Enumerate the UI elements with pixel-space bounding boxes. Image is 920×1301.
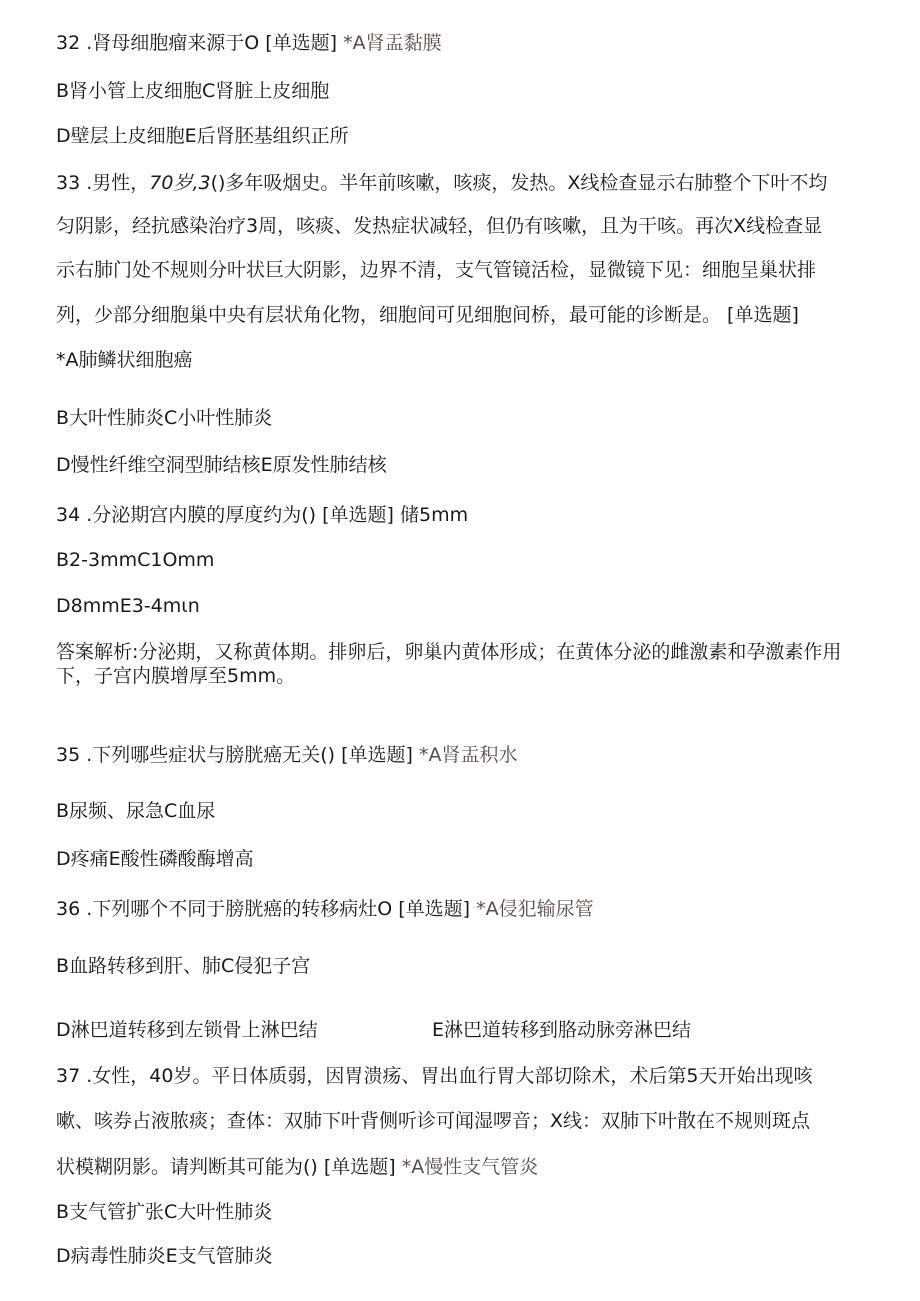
q34-options-bc: B2-3mmC1Omm	[56, 549, 215, 571]
q36-answer: *A侵犯输尿管	[476, 898, 594, 920]
q34-stem: 34 .分泌期宫内膜的厚度约为() [单选题] 储5mm	[56, 504, 469, 526]
q34-explanation: 答案解析:分泌期，又称黄体期。排卵后，卵巢内黄体形成；在黄体分泌的雌激素和孕激素作用下，子宫内膜增厚至5mm。	[56, 641, 842, 687]
q33-line-4: 列，少部分细胞巢中央有层状角化物，细胞间可见细胞间桥，最可能的诊断是。 [单选题]	[56, 304, 799, 326]
q36-option-d: D淋巴道转移到左锁骨上淋巴结	[56, 1019, 318, 1041]
q33-line-3: 示右肺门处不规则分叶状巨大阴影，边界不清，支气管镜活检，显微镜下见：细胞呈巢状排	[56, 259, 817, 281]
q36-stem: 36 .下列哪个不同于膀胱癌的转移病灶O [单选题]	[56, 898, 471, 920]
q37-options-bc: B支气管扩张C大叶性肺炎	[56, 1201, 273, 1223]
q32-stem: 32 .肾母细胞瘤来源于O [单选题]	[56, 32, 338, 54]
q34-options-de: D8mmE3-4mιn	[56, 595, 200, 617]
q36-options-bc: B血路转移到肝、肺C侵犯子宫	[56, 955, 311, 977]
q35-stem-line	[56, 743, 518, 767]
q37-line-1: 37 .女性，40岁。平日体质弱，因胃溃疡、胃出血行胃大部切除术，术后第5天开始出现咳	[56, 1065, 813, 1087]
q33-options-de: D慢性纤维空洞型肺结核E原发性肺结核	[56, 454, 387, 476]
q36-stem-line	[56, 897, 594, 921]
q32-options-de: D壁层上皮细胞E后肾胚基组织正所	[56, 125, 349, 147]
q33-line-1	[56, 171, 827, 195]
q33-line-1b: 70岁,3	[149, 172, 211, 194]
q32-options-bc: B肾小管上皮细胞C肾脏上皮细胞	[56, 80, 330, 102]
q35-options-de: D疼痛E酸性磷酸酶增高	[56, 848, 254, 870]
q37-line-3: 状模糊阴影。请判断其可能为() [单选题]	[56, 1156, 396, 1178]
q32-answer: *A肾盂黏膜	[343, 32, 442, 54]
q33-line-1a: 33 .男性，	[56, 172, 150, 194]
q37-answer: *A慢性支气管炎	[401, 1156, 539, 1178]
q35-stem: 35 .下列哪些症状与膀胱癌无关() [单选题]	[56, 744, 413, 766]
q37-line-2: 嗽、咳券占液脓痰；查体：双肺下叶背侧听诊可闻湿啰音；X线：双肺下叶散在不规则斑点	[56, 1110, 811, 1132]
q32-stem-line	[56, 31, 442, 55]
q36-option-e: E淋巴道转移到胳动脉旁淋巴结	[432, 1019, 692, 1041]
q35-options-bc: B尿频、尿急C血尿	[56, 800, 216, 822]
q35-answer: *A肾盂积水	[419, 744, 518, 766]
q37-stem-line	[56, 1155, 538, 1179]
q37-options-de: D病毒性肺炎E支气管肺炎	[56, 1245, 273, 1267]
q33-line-2: 匀阴影，经抗感染治疗3周，咳痰、发热症状减轻，但仍有咳嗽，且为干咳。再次X线检查显	[56, 215, 823, 237]
q33-options-bc: B大叶性肺炎C小叶性肺炎	[56, 407, 273, 429]
q33-line-1c: ()多年吸烟史。半年前咳嗽，咳痰，发热。X线检查显示右肺整个下叶不均	[210, 172, 828, 194]
q33-answer: *A肺鳞状细胞癌	[56, 349, 193, 371]
